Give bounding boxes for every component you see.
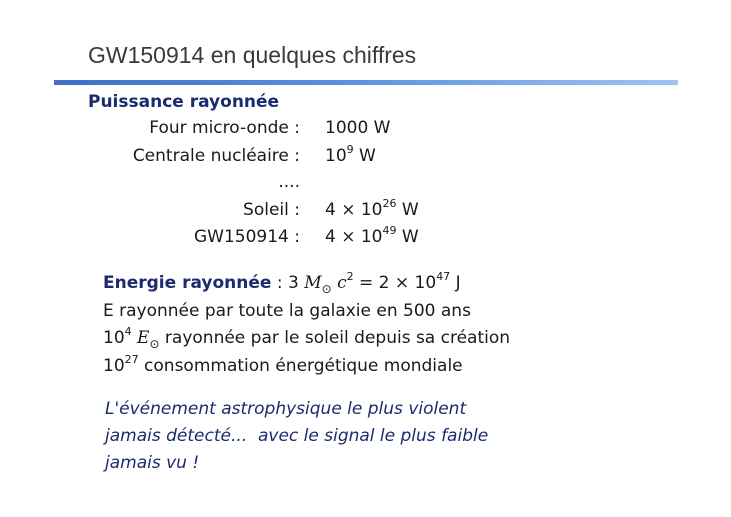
conclusion-quote <box>105 396 488 477</box>
quote-line: jamais détecté... avec le signal le plus faible <box>105 426 489 446</box>
power-row-label: .... <box>278 172 300 192</box>
power-row-label: GW150914 : <box>193 227 300 247</box>
title-divider <box>54 80 678 85</box>
energy-section <box>103 270 510 381</box>
power-row <box>0 143 731 172</box>
slide-title: GW150914 en quelques chiffres <box>88 42 417 68</box>
section-heading-energy: Energie rayonnée <box>103 273 272 293</box>
power-row <box>0 118 731 144</box>
power-row-label: Centrale nucléaire : <box>132 146 300 166</box>
quote-line: L'événement astrophysique le plus violent <box>105 399 467 419</box>
energy-line-3: $10^4$ $E_⊙$ rayonnée par le soleil depuis sa création <box>103 325 511 351</box>
power-row-label: Soleil : <box>243 200 300 220</box>
sun-symbol: ⊙ <box>149 337 160 351</box>
power-row-value: $4 \times 10^{26}$ W <box>325 197 419 220</box>
power-row-value: $4 \times 10^{49}$ W <box>325 224 419 247</box>
energy-line-4: $10^{27}$ consommation énergétique mondiale <box>103 353 463 376</box>
energy-line-2: E rayonnée par toute la galaxie en 500 ans <box>103 301 471 321</box>
section-heading-power: Puissance rayonnée <box>88 92 280 112</box>
power-row-value: 1000 W <box>325 118 391 138</box>
power-row <box>0 172 731 198</box>
power-row <box>0 197 731 226</box>
energy-line-1: Energie rayonnée : 3 $M_⊙$ $c^2 = 2 \times 10^{47}$ J <box>103 270 461 296</box>
power-row-value: $10^9$ W <box>325 143 376 166</box>
sun-symbol: ⊙ <box>321 282 332 296</box>
power-row <box>0 224 731 253</box>
power-row-label: Four micro-onde : <box>149 118 300 138</box>
quote-line: jamais vu ! <box>105 453 200 473</box>
